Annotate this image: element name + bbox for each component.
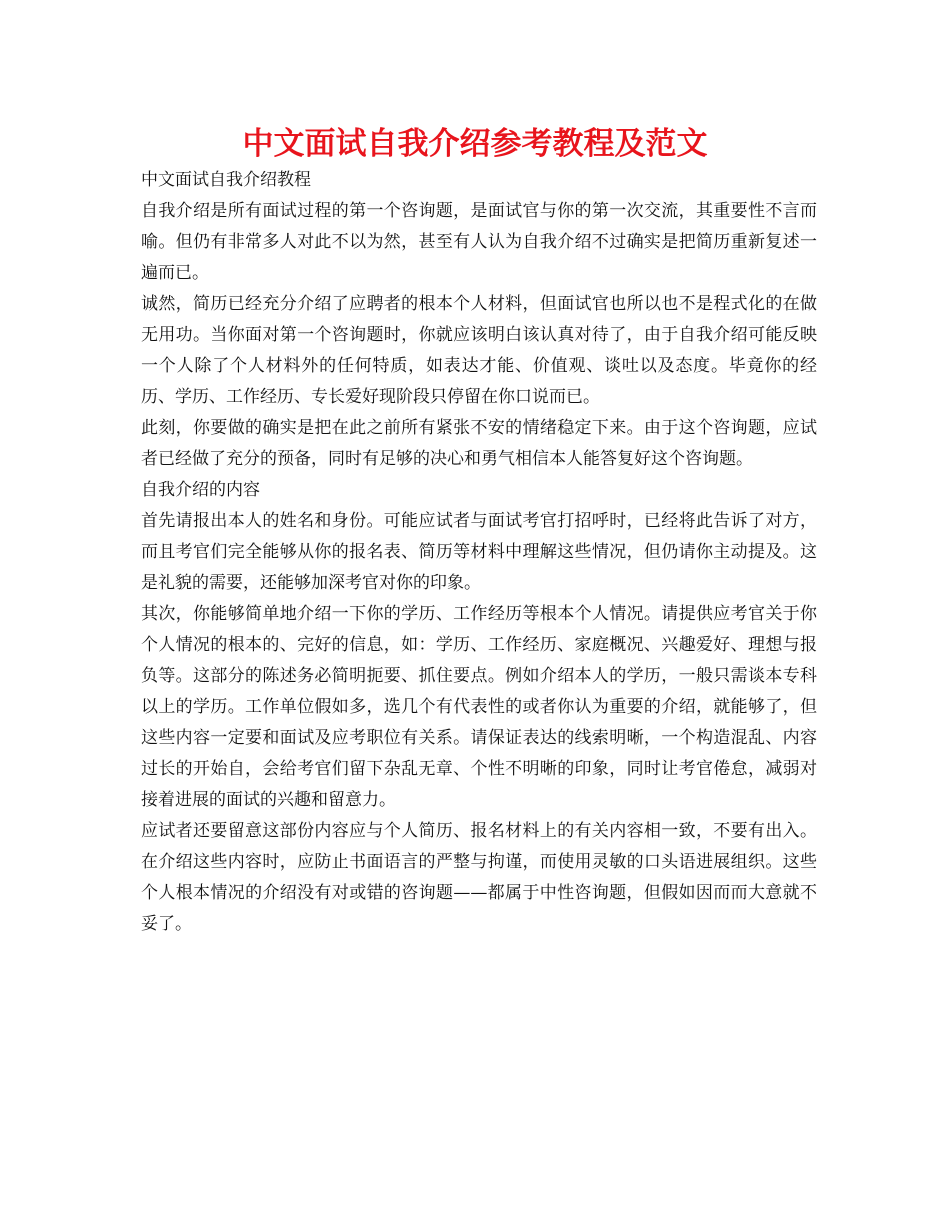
document-title: 中文面试自我介绍参考教程及范文 (242, 126, 708, 162)
section-heading: 自我介绍的内容 (141, 480, 260, 500)
paragraph: 应试者还要留意这部份内容应与个人简历、报名材料上的有关内容相一致，不要有出入。在介绍这些内容时，应防止书面语言的严整与拘谨，而使用灵敏的口头语进展组织。这些个人根本情况的介绍没有对或错的咨询题——都属于中性咨询题，但假如因而而大意就不妥了。 (141, 821, 817, 934)
paragraph: 此刻，你要做的确实是把在此之前所有紧张不安的情绪稳定下来。由于这个咨询题，应试者已经做了充分的预备，同时有足够的决心和勇气相信本人能答复好这个咨询题。 (141, 418, 817, 469)
section-heading: 中文面试自我介绍教程 (141, 170, 311, 190)
document-body (141, 165, 817, 940)
paragraph: 自我介绍是所有面试过程的第一个咨询题，是面试官与你的第一次交流，其重要性不言而喻。但仍有非常多人对此不以为然，甚至有人认为自我介绍不过确实是把简历重新复述一遍而已。 (141, 201, 817, 283)
paragraph: 其次，你能够简单地介绍一下你的学历、工作经历等根本个人情况。请提供应考官关于你个人情况的根本的、完好的信息，如：学历、工作经历、家庭概况、兴趣爱好、理想与报负等。这部分的陈述务必简明扼要、抓住要点。例如介绍本人的学历，一般只需谈本专科以上的学历。工作单位假如多，选几个有代表性的或者你认为重要的介绍，就能够了，但这些内容一定要和面试及应考职位有关系。请保证表达的线索明晰，一个构造混乱、内容过长的开始自，会给考官们留下杂乱无章、个性不明晰的印象，同时让考官倦怠，减弱对接着进展的面试的兴趣和留意力。 (141, 604, 817, 810)
paragraph: 诚然，简历已经充分介绍了应聘者的根本个人材料，但面试官也所以也不是程式化的在做无用功。当你面对第一个咨询题时，你就应该明白该认真对待了，由于自我介绍可能反映一个人除了个人材料外的任何特质，如表达才能、价值观、谈吐以及态度。毕竟你的经历、学历、工作经历、专长爱好现阶段只停留在你口说而已。 (141, 294, 817, 407)
paragraph: 首先请报出本人的姓名和身份。可能应试者与面试考官打招呼时，已经将此告诉了对方，而且考官们完全能够从你的报名表、简历等材料中理解这些情况，但仍请你主动提及。这是礼貌的需要，还能够加深考官对你的印象。 (141, 511, 817, 593)
